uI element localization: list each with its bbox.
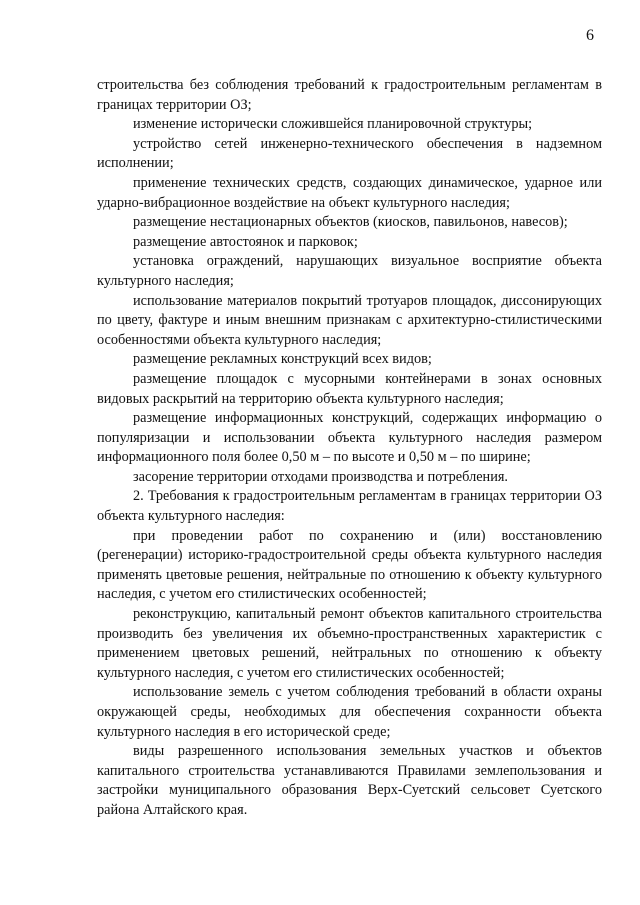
paragraph: использование земель с учетом соблюдения требований в области охраны окружающей среды, необходимых для обеспечения сохранности объекта культурного наследия в его исторической среде; <box>97 684 602 740</box>
paragraph: засорение территории отходами производства и потребления. <box>133 468 509 485</box>
paragraph: размещение площадок с мусорными контейнерами в зонах основных видовых раскрытий на территорию объекта культурного наследия; <box>97 370 602 407</box>
paragraph: установка ограждений, нарушающих визуальное восприятие объекта культурного наследия; <box>97 253 602 289</box>
paragraph: размещение рекламных конструкций всех видов; <box>133 351 432 368</box>
paragraph: размещение нестационарных объектов (киосков, павильонов, навесов); <box>133 214 568 231</box>
paragraph: применение технических средств, создающих динамическое, ударное или ударно-вибрационное воздействие на объект культурного наследия; <box>97 174 602 211</box>
paragraph: использование материалов покрытий тротуаров площадок, диссонирующих по цвету, фактуре и иным внешним признакам с архитектурно-стилистическими особенностями объекта культурного наследия; <box>97 292 602 348</box>
paragraph: размещение информационных конструкций, содержащих информацию о популяризации и использовании объекта культурного наследия размером информационного поля более 0,50 м – по высоте и 0,50 м – по ширине; <box>97 410 602 466</box>
paragraph: устройство сетей инженерно-технического обеспечения в надземном исполнении; <box>97 135 602 172</box>
paragraph: размещение автостоянок и парковок; <box>133 233 358 250</box>
paragraph: при проведении работ по сохранению и (или) восстановлению (регенерации) историко-градостроительной среды объекта культурного наследия применять цветовые решения, нейтральные по отношению к объекту культурного наследия, с учетом его стилистических особенностей; <box>97 527 602 603</box>
paragraph: реконструкцию, капитальный ремонт объектов капитального строительства производить без увеличения их объемно-пространственных характеристик с применением цветовых решений, нейтральных по отношению к объекту культурного наследия, с учетом его стилистических особенностей; <box>97 606 602 681</box>
page-number: 6 <box>586 27 594 44</box>
section-heading-paragraph: 2. Требования к градостроительным регламентам в границах территории ОЗ объекта культурного наследия: <box>97 488 602 525</box>
document-body <box>97 76 602 821</box>
paragraph: изменение исторически сложившейся планировочной структуры; <box>133 116 533 133</box>
paragraph: строительства без соблюдения требований к градостроительным регламентам в границах территории ОЗ; <box>97 77 602 113</box>
paragraph: виды разрешенного использования земельных участков и объектов капитального строительства устанавливаются Правилами землепользования и застройки муниципального образования Верх-Суетский сельсовет Суетского района Алтайского края. <box>97 743 602 818</box>
